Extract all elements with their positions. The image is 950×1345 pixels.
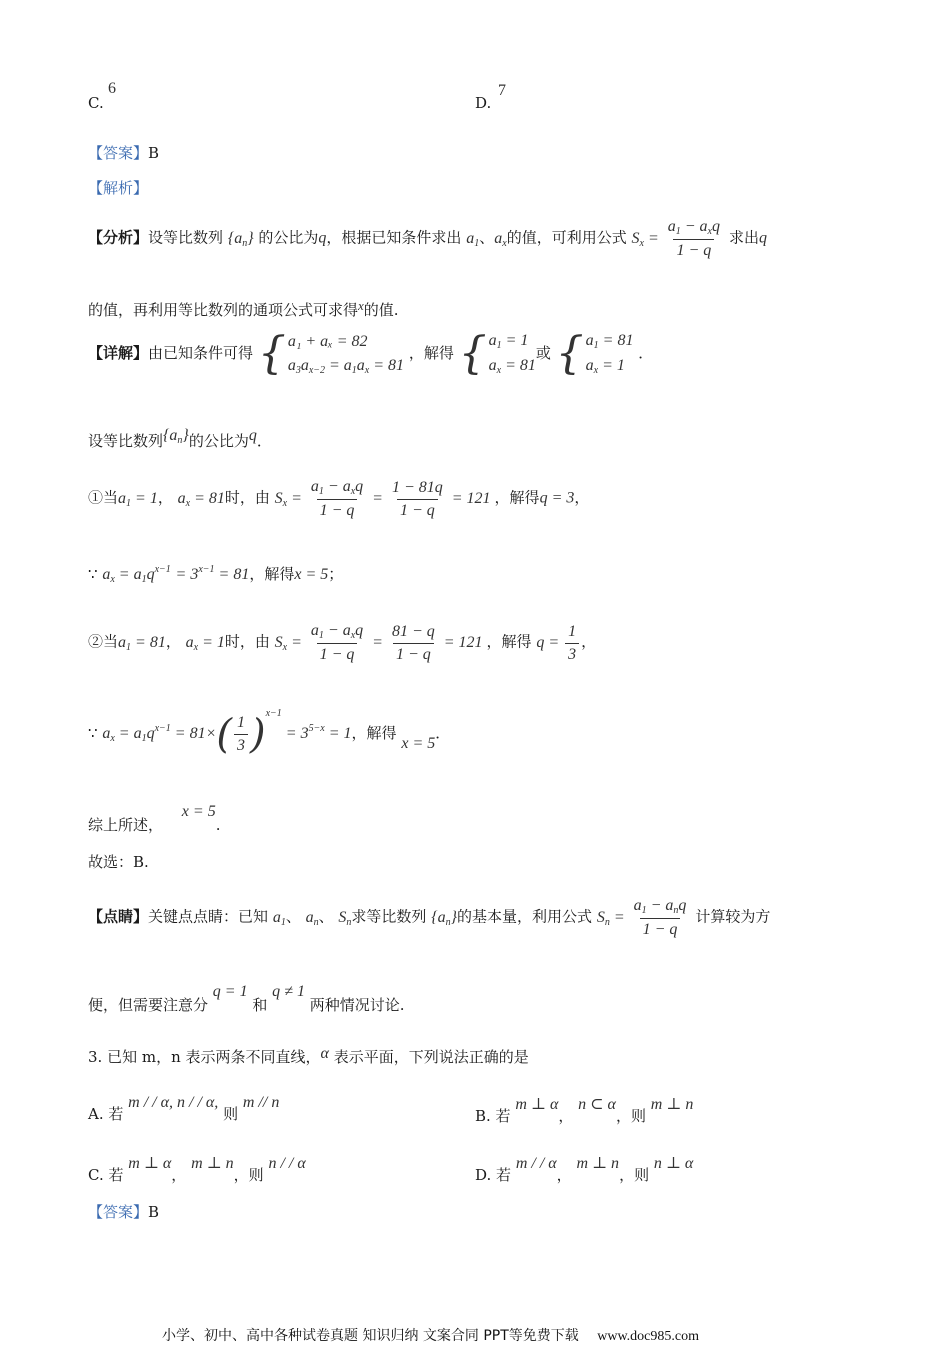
answer-tag: 【答案】 [88,144,149,162]
case-text: ①当 [88,488,119,507]
case1-line2 [88,563,343,585]
option-a-condition: m / / α, n / / α, [128,1094,219,1111]
option-c-result: n / / α [268,1155,306,1172]
case-text: ， [581,632,597,651]
option-c-cond1: m ⊥ α [128,1155,172,1172]
fraction-denominator: 1 − q [397,499,438,520]
q3-option-d [475,1153,693,1185]
case-text: ， [157,488,173,507]
option-b-cond1: m ⊥ α [515,1096,559,1113]
seq-an: $\{a_n\}$ [227,229,254,249]
fenxi-text: 的值. [363,301,399,319]
power-expr: = $3^{x-1} = 81$ [175,564,250,583]
option-d-cond2: m ⊥ n [576,1155,620,1172]
answer-value: B [148,1203,160,1221]
general-term: $a_x = a_1q^{x-1} = 81\times$( $\frac{1}{3}$ )$^{x-1} = 3^{5-x} = 1$ [102,708,352,758]
xiangjie-text: ． [256,432,272,450]
system-2-line-1: $a_1 = 1$ [488,332,529,351]
formula-sx: $S_x$ = $\frac{a_1 - a_xq}{1 - q}$ [631,218,720,259]
case-text: ②当 [88,632,119,651]
option-a-result: m // n [242,1094,280,1111]
dianjing-text: 的基本量，利用公式 [457,907,593,926]
var-a1: $a_1$ [272,908,286,928]
summary-result: x = 5 [181,803,216,820]
case-text: 时，由 [224,488,270,507]
power-base: = 3 [175,566,199,583]
result-x: x = 5 [294,566,329,583]
dianjing-text: 关键点点睛：已知 [148,907,269,926]
fenxi-text: ，根据已知条件求出 [326,228,462,247]
option-text: ，则 [615,1107,646,1125]
dianjing-tag: 【点睛】 [88,907,149,926]
choose-line: 故选：B. [88,853,149,871]
answer-value: B [148,144,160,162]
option-d [475,94,491,112]
option-text: ， [556,1166,572,1184]
case-text: ； [328,565,344,583]
fenxi-text: 、 [479,228,495,247]
case-text: 时，由 [224,632,270,651]
fenxi-text: 设等比数列 [148,228,224,247]
fenxi-line1 [88,218,767,260]
var-ax: $a_x$ [494,229,507,249]
option-d-result: n ⊥ α [653,1155,694,1172]
xiangjie-text: 设等比数列 [88,432,164,450]
fenxi-text: 的公比为 [258,228,319,247]
case2-line1 [88,622,596,664]
xiangjie-text: 的公比为 [188,432,249,450]
case-text: ，解得 [249,565,295,583]
option-d-label: D. [475,94,492,112]
option-c-cond2: m ⊥ n [191,1155,234,1172]
footer-text: 小学、初中、高中各种试卷真题 知识归纳 文案合同 PPT等免费下载 [162,1328,579,1344]
general-term: $a_x = a_1q^{x-1}$ [102,564,171,585]
cond-a1: $a_1 = 1$ [118,489,158,509]
cond-ax: $a_x = 81$ [177,489,225,509]
var-x: x [358,298,364,313]
system-2-line-2: $a_x = 81$ [488,357,536,376]
case-text: ， [574,488,590,507]
system-1-line-2: $a_3a_{x-2} = a_1a_x = 81$ [287,356,405,376]
fraction-numerator: 81 − q [391,622,435,640]
power-value: = 81 [218,566,250,583]
option-label: A. 若 [88,1105,124,1123]
option-d-cond1: m / / α [515,1155,557,1172]
case-q-ne-1: q ≠ 1 [272,983,305,1000]
seq-an: $\{a_n\}$ [163,427,189,446]
fenxi-text: 的值，再利用等比数列的通项公式可求得 [88,301,359,319]
answer-line [88,142,159,163]
xiangjie-text: 或 [535,344,551,362]
system-1-line-1: a₁ + aₓ = 82 [287,332,368,350]
footer [162,1325,699,1345]
var-q: q [318,229,327,247]
option-c-label: C. [88,94,104,112]
q3-option-b [475,1094,693,1126]
case1-line1 [88,478,589,520]
summary-text: . [215,816,221,834]
var-an: $a_n$ [305,908,319,928]
xiangjie-tag: 【详解】 [88,344,149,362]
formula-sum: $S_x$ = $\frac{a_1 - a_xq}{1 - q}$ = $\frac{81 - q}{1 - q}$ = 121 [274,622,483,663]
fraction-denominator: 1 − q [393,643,434,664]
option-text: ，则 [233,1166,264,1184]
cond-ax: $a_x = 1$ [185,633,225,653]
system-2: { $a_1 = 1$ $a_x = 81$ [458,328,536,379]
dianjing-line2 [88,983,405,1015]
summary-text: 综上所述， [88,816,164,834]
case-text: ，解得 [351,724,397,742]
case-text: ． [435,724,451,742]
xiangjie-text: ，解得 [408,344,454,362]
result-q: q = $\frac{1}{3}$ [536,634,581,651]
dianjing-text: 、 [285,907,301,926]
case-text: ， [165,632,181,651]
option-c [88,94,104,112]
dianjing-text: 两种情况讨论. [309,996,405,1014]
because-symbol: ∵ [88,724,98,742]
fenxi-tag: 【分析】 [88,228,149,247]
case-text: ，解得 [486,632,532,651]
option-c-value: 6 [108,80,116,97]
because-symbol: ∵ [88,565,98,583]
summary-line [88,803,220,835]
answer-tag: 【答案】 [88,1203,149,1221]
case-q-eq-1: q = 1 [212,983,248,1000]
q3-stem-text: 3. 已知 m，n 表示两条不同直线， [88,1048,321,1066]
var-alpha: α [320,1045,329,1062]
case-text: ，解得 [494,488,540,507]
result-q: q = 3 [539,489,575,507]
xiangjie-text: 由已知条件可得 [148,344,254,362]
system-3-line-1: $a_1 = 81$ [585,332,634,351]
dianjing-text: 便，但需要注意分 [88,996,209,1014]
option-label: D. 若 [475,1166,512,1184]
option-d-value: 7 [498,82,506,99]
formula-sum: $S_x$ = $\frac{a_1 - a_xq}{1 - q}$ = $\frac{1 - 81q}{1 - q}$ = 121 [274,478,491,519]
q3-option-a [88,1094,279,1124]
dianjing-text: 求等比数列 [351,907,427,926]
option-b-result: m ⊥ n [650,1096,694,1113]
option-label: C. 若 [88,1166,124,1184]
q3-stem [88,1045,529,1067]
system-3-line-2: $a_x = 1$ [585,357,625,376]
equals-value: = 121 [451,489,491,507]
fenxi-text: 的值，可利用公式 [506,228,627,247]
dianjing-text: 计算较为方 [695,907,771,926]
case2-line2 [88,708,451,758]
xiangjie-line1 [88,328,654,379]
var-q: q [759,229,767,247]
cond-a1: $a_1 = 81$ [118,633,166,653]
system-1: { a₁ + aₓ = 82 $a_3a_{x-2} = a_1a_x = 81$ [257,328,405,379]
formula-sn: $S_n$ = $\frac{a_1 - a_nq}{1 - q}$ [596,897,687,938]
dianjing-text: 和 [252,996,268,1014]
fenxi-text: 求出 [728,228,759,247]
q3-answer-line [88,1201,159,1222]
footer-site-link[interactable]: www.doc985.com [597,1329,699,1344]
equals-value: = 121 [443,633,483,651]
xiangjie-line2 [88,427,272,451]
fenxi-line2 [88,298,399,320]
option-text: 则 [223,1105,239,1123]
option-text: ， [171,1166,187,1184]
xiangjie-text: ． [638,344,654,362]
option-b-cond2: n ⊂ α [578,1096,616,1113]
result-x: x = 5 [401,735,436,752]
dianjing-text: 、 [318,907,334,926]
option-text: ，则 [619,1166,650,1184]
system-3: { $a_1 = 81$ $a_x = 1$ [555,328,634,379]
seq-an: $\{a_n\}$ [431,908,458,928]
analysis-tag: 【解析】 [88,179,149,197]
q3-option-c [88,1153,306,1185]
var-q: q [248,427,257,444]
var-a1: $a_1$ [466,229,480,249]
var-sn: $S_n$ [338,908,352,928]
q3-stem-text: 表示平面，下列说法正确的是 [333,1048,529,1066]
dianjing-line1 [88,897,770,939]
fraction-numerator: 1 − 81q [391,478,443,496]
option-text: ， [558,1107,574,1125]
option-label: B. 若 [475,1107,511,1125]
